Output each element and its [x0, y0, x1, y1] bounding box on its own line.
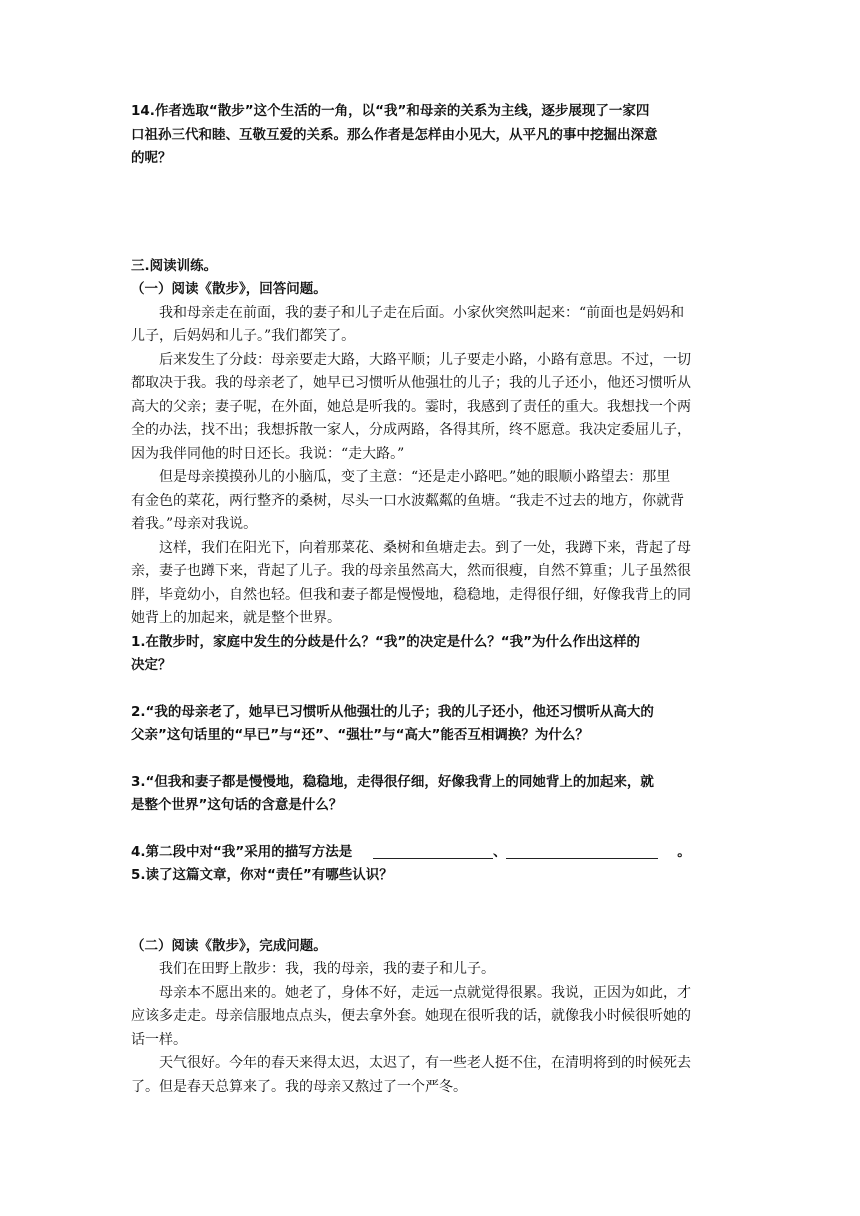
answer-space [131, 171, 731, 255]
text-line: 因为我伴同他的时日还长。我说：“走大路。” [131, 445, 405, 462]
text-line: 我们在田野上散步：我，我的母亲，我的妻子和儿子。 [159, 961, 495, 977]
question-4 [131, 841, 731, 865]
text-line: 亲，妻子也蹲下来，背起了儿子。我的母亲虽然高大，然而很瘦，自然不算重；儿子虽然很 [131, 563, 691, 579]
question-line: 的呢？ [131, 150, 172, 166]
text-line: 都取决于我。我的母亲老了，她早已习惯听从他强壮的儿子；我的儿子还小，他还习惯听从 [131, 375, 691, 391]
passage-paragraph [131, 958, 731, 982]
answer-space [131, 678, 731, 701]
question-3 [131, 771, 731, 818]
text-line: 她背上的加起来，就是整个世界。 [131, 610, 341, 626]
question-4-text: 4.第二段中对“我”采用的描写方法是 [131, 843, 353, 860]
passage-paragraph [131, 1052, 731, 1099]
text-line: 母亲本不愿出来的。她老了，身体不好，走远一点就觉得很累。我说，正因为如此，才 [159, 984, 691, 1001]
fill-in-blank-2[interactable] [506, 844, 658, 859]
passage-paragraph [131, 466, 731, 537]
text-line: 高大的父亲；妻子呢，在外面，她总是听我的。霎时，我感到了责任的重大。我想找一个两 [131, 398, 691, 415]
question-line: 是整个世界”这句话的含意是什么？ [131, 797, 343, 813]
text-line: 后来发生了分歧：母亲要走大路，大路平顺；儿子要走小路，小路有意思。不过，一切 [159, 351, 691, 368]
question-line: 决定？ [131, 657, 172, 673]
blank-separator: 、 [492, 843, 507, 860]
text-line: 但是母亲摸摸孙儿的小脑瓜，变了主意：“还是走小路吧。”她的眼顺小路望去：那里 [159, 469, 671, 485]
text-line: 我和母亲走在前面，我的妻子和儿子走在后面。小家伙突然叫起来：“前面也是妈妈和 [159, 304, 685, 321]
question-line: 14.作者选取“散步”这个生活的一角，以“我”和母亲的关系为主线，逐步展现了一家四 [131, 103, 650, 119]
passage-paragraph [131, 302, 731, 349]
document-page [131, 100, 731, 1099]
question-1 [131, 631, 731, 678]
text-line: 了。但是春天总算来了。我的母亲又熬过了一个严冬。 [131, 1078, 467, 1095]
question-line: 口祖孙三代和睦、互敬互爱的关系。那么作者是怎样由小见大，从平凡的事中挖掘出深意 [131, 126, 658, 143]
text-line: 应该多走走。母亲信服地点点头，便去拿外套。她现在很听我的话，就像我小时候很听她的 [131, 1008, 691, 1024]
part2-heading: （二）阅读《散步》，完成问题。 [131, 937, 327, 954]
answer-space [131, 818, 731, 841]
question-14 [131, 100, 731, 171]
answer-space [131, 888, 731, 935]
text-line: 全的办法，找不出；我想拆散一家人，分成两路，各得其所，终不愿意。我决定委屈儿子， [131, 422, 691, 438]
text-line: 这样，我们在阳光下，向着那菜花、桑树和鱼塘走去。到了一处，我蹲下来，背起了母 [159, 539, 691, 556]
passage-paragraph [131, 537, 731, 631]
passage-1 [131, 302, 731, 631]
passage-paragraph [131, 982, 731, 1053]
part1-heading: （一）阅读《散步》，回答问题。 [131, 281, 327, 297]
text-line: 胖，毕竟幼小，自然也轻。但我和妻子都是慢慢地，稳稳地，走得很仔细，好像我背上的同 [131, 586, 691, 603]
text-line: 儿子，后妈妈和儿子。”我们都笑了。 [131, 328, 356, 344]
text-line: 着我。”母亲对我说。 [131, 516, 258, 532]
question-4-end: 。 [677, 843, 691, 860]
section-heading: 三.阅读训练。 [131, 257, 218, 274]
passage-paragraph [131, 349, 731, 467]
text-line: 有金色的菜花，两行整齐的桑树，尽头一口水波粼粼的鱼塘。“我走不过去的地方，你就背 [131, 492, 685, 509]
question-line: 2.“我的母亲老了，她早已习惯听从他强壮的儿子；我的儿子还小，他还习惯听从高大的 [131, 703, 654, 720]
question-5: 5.读了这篇文章，你对“责任”有哪些认识？ [131, 867, 393, 883]
question-line: 3.“但我和妻子都是慢慢地，稳稳地，走得很仔细，好像我背上的同她背上的加起来，就 [131, 773, 654, 790]
fill-in-blank-1[interactable] [373, 844, 493, 859]
text-line: 天气很好。今年的春天来得太迟，太迟了，有一些老人挺不住，在清明将到的时候死去 [159, 1055, 691, 1071]
question-line: 父亲”这句话里的“早已”与“还”、“强壮”与“高大”能否互相调换？为什么？ [131, 727, 589, 743]
passage-2 [131, 958, 731, 1099]
answer-space [131, 748, 731, 771]
text-line: 话一样。 [131, 1031, 187, 1048]
question-line: 1.在散步时，家庭中发生的分歧是什么？“我”的决定是什么？“我”为什么作出这样的 [131, 633, 641, 650]
question-2 [131, 701, 731, 748]
